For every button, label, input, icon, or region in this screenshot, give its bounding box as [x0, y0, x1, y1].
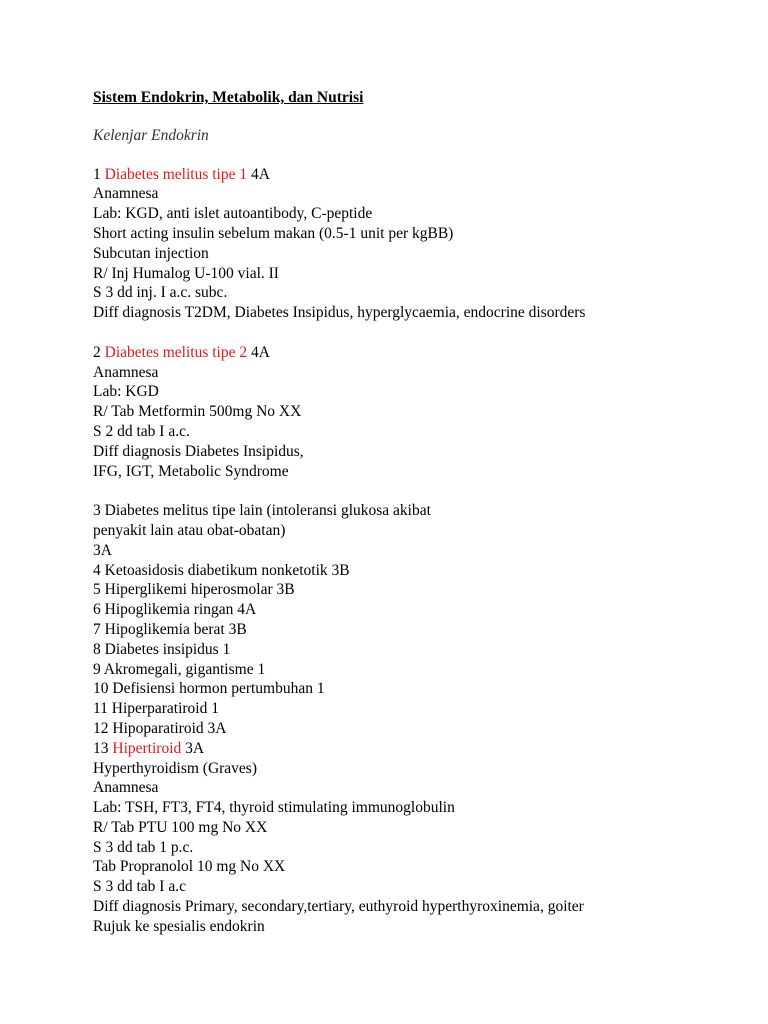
item-level: 4A — [250, 343, 270, 361]
text-line: Anamnesa — [93, 185, 159, 203]
text-line: Short acting insulin sebelum makan (0.5-1 unit per kgBB) — [93, 224, 454, 242]
document-title: Sistem Endokrin, Metabolik, dan Nutrisi — [93, 89, 364, 106]
text-line: S 3 dd tab 1 p.c. — [93, 838, 194, 856]
text-line: Diff diagnosis Primary, secondary,tertiary, euthyroid hyperthyroxinemia, goiter — [93, 898, 584, 916]
document-content — [93, 88, 748, 956]
text-line: R/ Tab Metformin 500mg No XX — [93, 403, 302, 421]
text-line: Lab: KGD, anti islet autoantibody, C-peptide — [93, 205, 373, 223]
text-line: IFG, IGT, Metabolic Syndrome — [93, 462, 289, 480]
text-line: Lab: KGD — [93, 383, 159, 401]
list-item: 7 Hipoglikemia berat 3B — [93, 620, 247, 638]
text-line: S 3 dd inj. I a.c. subc. — [93, 284, 228, 302]
section-heading — [93, 343, 748, 363]
list-item: 3A — [93, 541, 112, 559]
list-item: 11 Hiperparatiroid 1 — [93, 700, 219, 718]
item-number: 13 — [93, 739, 109, 757]
text-line: S 2 dd tab I a.c. — [93, 422, 190, 440]
text-line: S 3 dd tab I a.c — [93, 878, 186, 896]
section-heading — [93, 165, 748, 185]
item-level: 3A — [185, 739, 205, 757]
list-item: 3 Diabetes melitus tipe lain (intoleransi glukosa akibat — [93, 502, 431, 520]
list-item: 5 Hiperglikemi hiperosmolar 3B — [93, 581, 295, 599]
text-line: Rujuk ke spesialis endokrin — [93, 917, 265, 935]
text-line: Anamnesa — [93, 779, 159, 797]
item-name-highlight: Hipertiroid — [112, 739, 182, 757]
text-line: Diff diagnosis T2DM, Diabetes Insipidus, hyperglycaemia, endocrine disorders — [93, 304, 586, 322]
section-list — [93, 501, 748, 937]
list-item: 10 Defisiensi hormon pertumbuhan 1 — [93, 680, 325, 698]
list-item: 6 Hipoglikemia ringan 4A — [93, 601, 257, 619]
list-item: 9 Akromegali, gigantisme 1 — [93, 660, 266, 678]
text-line: Hyperthyroidism (Graves) — [93, 759, 257, 777]
document-subtitle: Kelenjar Endokrin — [93, 126, 209, 144]
text-line: R/ Tab PTU 100 mg No XX — [93, 818, 268, 836]
text-line: Diff diagnosis Diabetes Insipidus, — [93, 442, 304, 460]
list-item: 8 Diabetes insipidus 1 — [93, 640, 231, 658]
section-diabetes-type-1 — [93, 165, 748, 323]
section-diabetes-type-2 — [93, 343, 748, 482]
item-number: 1 — [93, 165, 101, 183]
item-name-highlight: Diabetes melitus tipe 2 — [104, 343, 248, 361]
list-item: 4 Ketoasidosis diabetikum nonketotik 3B — [93, 561, 350, 579]
text-line: Lab: TSH, FT3, FT4, thyroid stimulating immunoglobulin — [93, 799, 455, 817]
item-name-highlight: Diabetes melitus tipe 1 — [104, 165, 248, 183]
list-item: penyakit lain atau obat-obatan) — [93, 521, 286, 539]
text-line: Anamnesa — [93, 363, 159, 381]
section-heading — [93, 739, 748, 759]
item-level: 4A — [250, 165, 270, 183]
item-number: 2 — [93, 343, 101, 361]
text-line: Subcutan injection — [93, 244, 209, 262]
text-line: Tab Propranolol 10 mg No XX — [93, 858, 286, 876]
text-line: R/ Inj Humalog U-100 vial. II — [93, 264, 279, 282]
list-item: 12 Hipoparatiroid 3A — [93, 719, 227, 737]
